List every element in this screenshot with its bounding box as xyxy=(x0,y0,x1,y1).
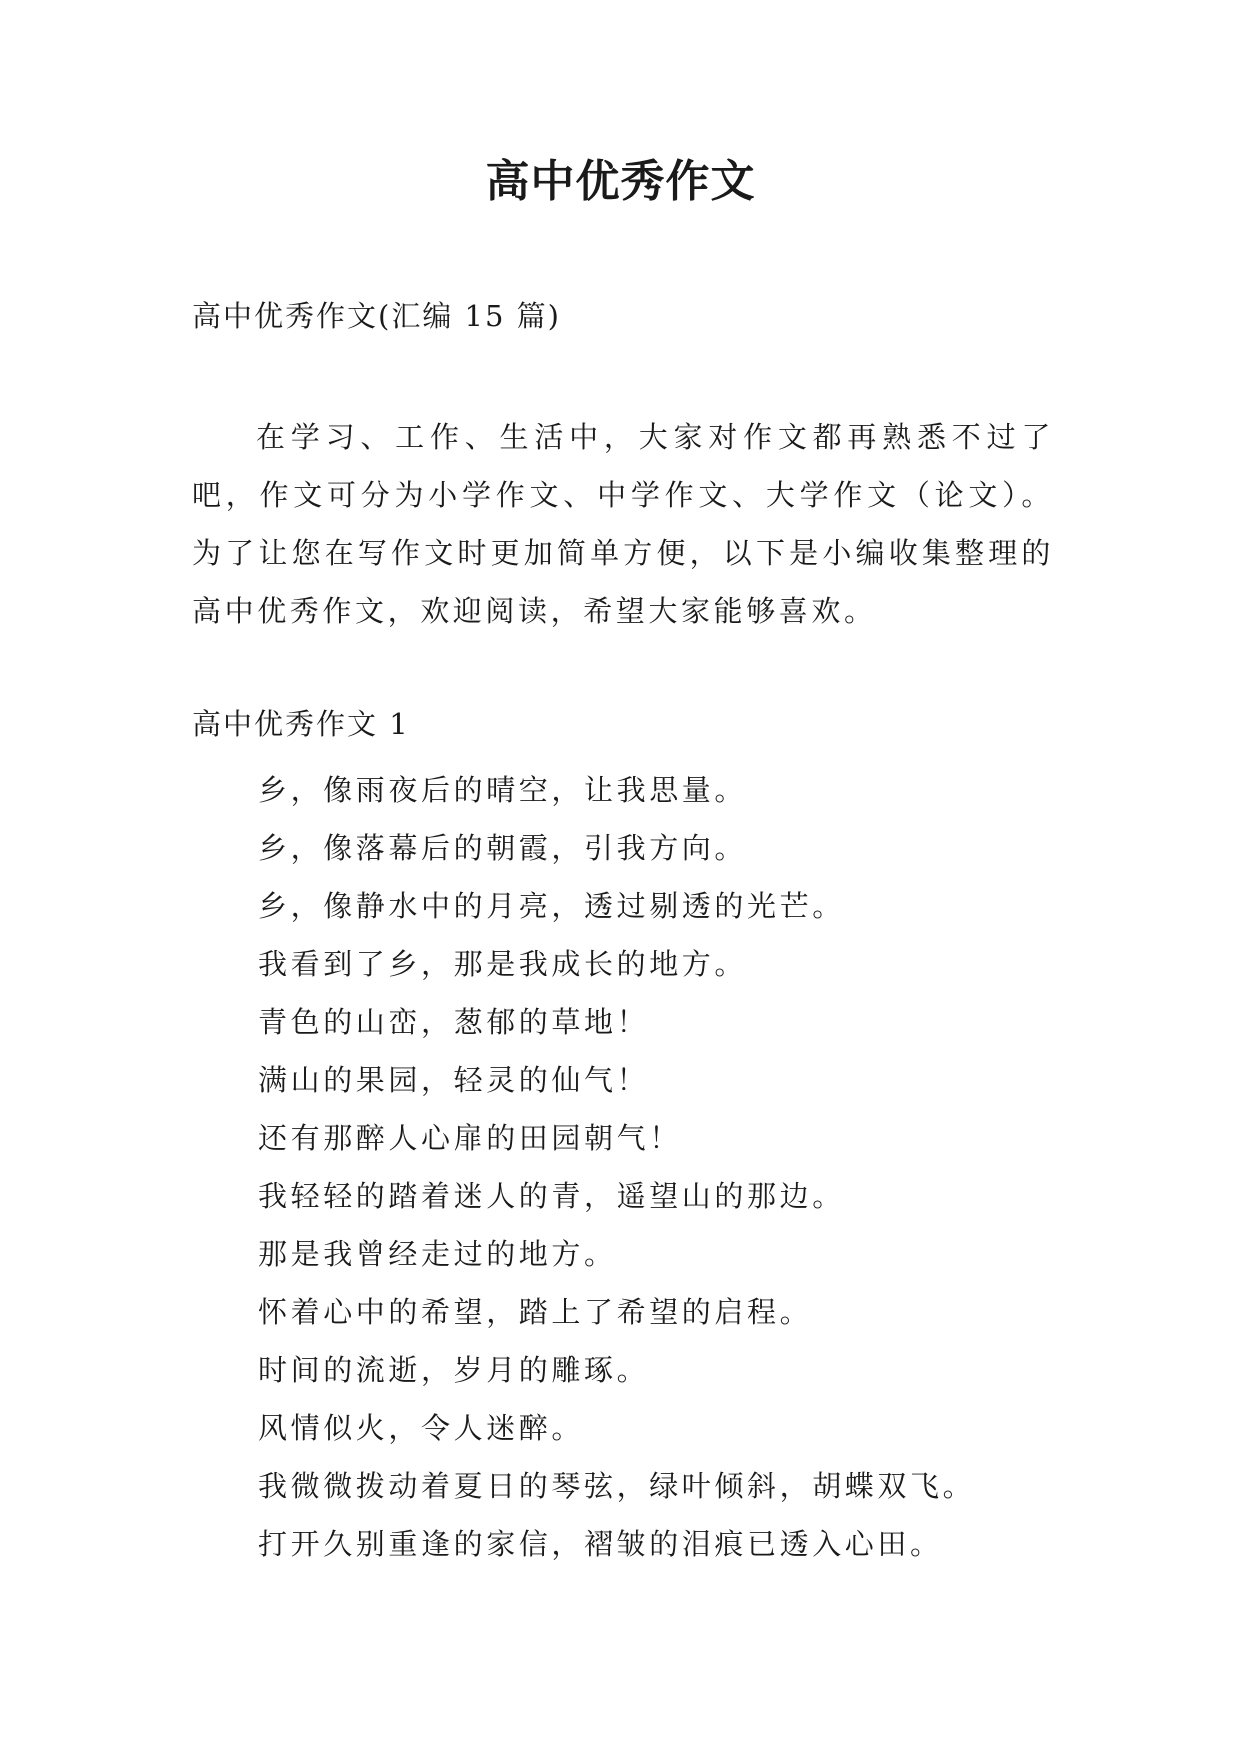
poem-line: 我轻轻的踏着迷人的青，遥望山的那边。 xyxy=(258,1179,845,1213)
poem-line: 青色的山峦，葱郁的草地！ xyxy=(258,1005,650,1039)
section-heading: 高中优秀作文 1 xyxy=(192,707,410,741)
poem-line: 我微微拨动着夏日的琴弦，绿叶倾斜，胡蝶双飞。 xyxy=(258,1469,976,1503)
poem-line: 风情似火，令人迷醉。 xyxy=(258,1411,585,1445)
page-title: 高中优秀作文 xyxy=(485,156,756,207)
poem-line: 打开久别重逢的家信，褶皱的泪痕已透入心田。 xyxy=(258,1527,943,1561)
document-subtitle: 高中优秀作文(汇编 15 篇) xyxy=(192,299,561,333)
poem-line: 我看到了乡，那是我成长的地方。 xyxy=(258,947,748,981)
poem-line: 怀着心中的希望，踏上了希望的启程。 xyxy=(258,1295,813,1329)
poem-line: 满山的果园，轻灵的仙气！ xyxy=(258,1063,650,1097)
poem-line: 乡，像落幕后的朝霞，引我方向。 xyxy=(258,831,748,865)
intro-paragraph: 在学习、工作、生活中，大家对作文都再熟悉不过了吧，作文可分为小学作文、中学作文、大学作文（论文）。为了让您在写作文时更加简单方便，以下是小编收集整理的高中优秀作文，欢迎阅读，希望大家能够喜欢。 xyxy=(192,420,1054,628)
poem-line: 乡，像静水中的月亮，透过剔透的光芒。 xyxy=(258,889,845,923)
poem-body xyxy=(258,761,975,1573)
poem-line: 时间的流逝，岁月的雕琢。 xyxy=(258,1353,650,1387)
poem-line: 还有那醉人心扉的田园朝气！ xyxy=(258,1121,682,1155)
poem-line: 乡，像雨夜后的晴空，让我思量。 xyxy=(258,773,748,807)
poem-line: 那是我曾经走过的地方。 xyxy=(258,1237,617,1271)
